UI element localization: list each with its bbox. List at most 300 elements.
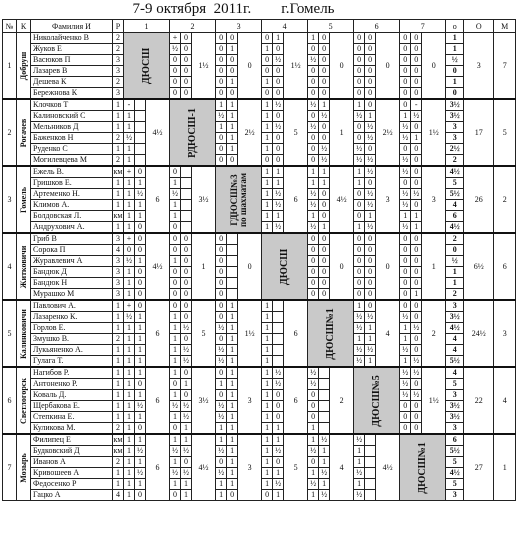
- player-rating: 1: [113, 99, 124, 111]
- game-result-b: ½: [365, 345, 376, 356]
- game-result-b: 0: [365, 233, 376, 245]
- player-rating: 3: [113, 256, 124, 267]
- crosstable: [2, 19, 516, 501]
- game-result-b: 0: [319, 245, 330, 256]
- game-result-b: [135, 122, 146, 133]
- game-result-a: 0: [400, 256, 411, 267]
- team-number: 2: [3, 99, 17, 166]
- game-result-b: 1: [135, 312, 146, 323]
- game-result-a: ½: [400, 222, 411, 234]
- team-place: 7: [494, 33, 516, 100]
- match-score: 3: [376, 166, 400, 233]
- player-rating: 2: [113, 155, 124, 167]
- game-result-b: [273, 345, 284, 356]
- player-points: 1: [446, 44, 464, 55]
- game-result-b: 0: [319, 233, 330, 245]
- game-result-a: 0: [400, 33, 411, 44]
- game-result-b: 0: [411, 278, 422, 289]
- game-result-a: 1: [262, 423, 273, 435]
- game-result-b: 0: [319, 211, 330, 222]
- game-result-b: ½: [273, 189, 284, 200]
- match-score: 1: [192, 233, 216, 300]
- player-points: 3: [446, 390, 464, 401]
- player-points: 4½: [446, 468, 464, 479]
- player-row: [3, 233, 516, 245]
- player-rating: км: [113, 167, 123, 176]
- game-result-a: ½: [124, 312, 135, 323]
- game-result-b: ½: [273, 122, 284, 133]
- team-school-label: [418, 442, 428, 493]
- player-rating: 4: [113, 245, 124, 256]
- game-result-a: 0: [400, 66, 411, 77]
- game-result-a: 0: [308, 401, 319, 412]
- game-result-a: 0: [308, 66, 319, 77]
- match-score: 2: [330, 367, 354, 434]
- game-result-b: 0: [135, 300, 146, 312]
- game-result-b: ½: [365, 312, 376, 323]
- player-name: Бандюк Н: [31, 278, 113, 289]
- game-result-b: 0: [181, 77, 192, 88]
- match-score: 5: [284, 434, 308, 501]
- game-result-b: [319, 390, 330, 401]
- game-result-a: 1: [170, 178, 181, 189]
- match-score: 4½: [192, 434, 216, 501]
- game-result-a: 0: [400, 144, 411, 155]
- game-result-a: ½: [308, 122, 319, 133]
- game-result-a: 0: [216, 289, 227, 301]
- game-result-a: ½: [216, 401, 227, 412]
- game-result-a: 1: [262, 178, 273, 189]
- team-school-label: [230, 172, 248, 226]
- player-name: Васюков П: [31, 55, 113, 66]
- game-result-b: ½: [365, 189, 376, 200]
- game-result-b: 1: [319, 99, 330, 111]
- game-result-a: 1: [262, 99, 273, 111]
- game-result-a: ½: [308, 189, 319, 200]
- game-result-b: 1: [227, 122, 238, 133]
- game-result-a: 0: [308, 233, 319, 245]
- game-result-a: 0: [262, 490, 273, 501]
- game-result-a: 1: [400, 111, 411, 122]
- team-place: 1: [494, 434, 516, 501]
- game-result-b: 1: [227, 446, 238, 457]
- game-result-b: [181, 189, 192, 200]
- game-result-b: 0: [181, 390, 192, 401]
- game-result-a: 1: [262, 133, 273, 144]
- team-city-label: Калинковичи: [18, 308, 28, 359]
- game-result-b: 0: [273, 457, 284, 468]
- player-rating: 1: [113, 300, 124, 312]
- game-result-b: ½: [411, 367, 422, 379]
- player-points: 3½: [446, 312, 464, 323]
- game-result-a: ½: [354, 323, 365, 334]
- game-result-a: ½: [400, 166, 411, 178]
- match-score: 5: [192, 300, 216, 367]
- game-result-b: 1: [135, 256, 146, 267]
- match-score: 3: [422, 166, 446, 233]
- game-result-b: 0: [411, 66, 422, 77]
- player-name: Артеменко Н.: [31, 189, 113, 200]
- game-result-b: 1: [227, 300, 238, 312]
- player-points: 3: [446, 490, 464, 501]
- game-result-a: ½: [354, 312, 365, 323]
- player-row: [3, 300, 516, 312]
- team-school-label: [188, 108, 198, 158]
- game-result-a: 1: [170, 457, 181, 468]
- team-city-label: Мозырь: [18, 452, 28, 483]
- game-result-b: 0: [273, 401, 284, 412]
- game-result-b: ½: [411, 111, 422, 122]
- game-result-a: 0: [400, 267, 411, 278]
- game-result-a: 1: [262, 144, 273, 155]
- player-points: 5½: [446, 356, 464, 368]
- game-result-b: [227, 245, 238, 256]
- player-rating: 1: [113, 144, 124, 155]
- game-result-a: 0: [400, 401, 411, 412]
- game-result-b: 1: [227, 390, 238, 401]
- player-name: Мурашко М: [31, 289, 113, 301]
- team-school-label: [326, 308, 336, 359]
- player-points: 1: [446, 33, 464, 44]
- game-result-b: 0: [181, 334, 192, 345]
- game-result-a: 0: [124, 245, 135, 256]
- game-result-b: 0: [365, 289, 376, 301]
- game-result-b: ½: [273, 200, 284, 211]
- game-result-b: 0: [411, 334, 422, 345]
- player-name: Лукьяненко А.: [31, 345, 113, 356]
- team-school-subname: по шахматам: [237, 172, 248, 227]
- player-rating: 3: [113, 233, 124, 245]
- player-name: Жуков Е: [31, 44, 113, 55]
- player-rating: 1: [113, 379, 124, 390]
- game-result-a: 0: [216, 77, 227, 88]
- game-result-b: ½: [181, 468, 192, 479]
- game-result-b: 0: [365, 99, 376, 111]
- game-result-b: -: [411, 99, 422, 111]
- game-result-a: 0: [400, 99, 411, 111]
- game-result-b: 1: [227, 133, 238, 144]
- game-result-b: [181, 222, 192, 234]
- game-result-b: 1: [227, 323, 238, 334]
- game-result-b: ½: [273, 446, 284, 457]
- game-result-b: ½: [411, 323, 422, 334]
- game-result-a: 0: [216, 367, 227, 379]
- game-result-b: 1: [135, 434, 146, 446]
- game-result-a: 1: [124, 367, 135, 379]
- game-result-b: 0: [273, 412, 284, 423]
- game-result-b: [273, 312, 284, 323]
- game-result-b: 1: [227, 312, 238, 323]
- game-result-b: 1: [319, 457, 330, 468]
- game-result-a: 1: [262, 166, 273, 178]
- player-rating: 1: [113, 323, 124, 334]
- game-result-b: 0: [181, 233, 192, 245]
- game-result-b: 1: [411, 133, 422, 144]
- game-result-b: 1: [181, 490, 192, 501]
- team-school-name: ДЮСШ: [278, 248, 290, 285]
- game-result-a: ½: [400, 155, 411, 167]
- game-result-a: 1: [170, 412, 181, 423]
- game-result-a: 0: [216, 66, 227, 77]
- game-result-b: ½: [411, 356, 422, 368]
- game-result-a: 0: [216, 267, 227, 278]
- game-result-b: 0: [319, 33, 330, 44]
- game-result-b: 1: [135, 211, 146, 222]
- game-result-b: ½: [181, 345, 192, 356]
- player-rating: 1: [113, 312, 124, 323]
- match-score: 3: [238, 367, 262, 434]
- game-result-b: ½: [135, 446, 146, 457]
- game-result-b: [319, 401, 330, 412]
- game-result-b: 1: [227, 434, 238, 446]
- game-result-b: 0: [181, 245, 192, 256]
- player-row: [3, 367, 516, 379]
- player-points: 5½: [446, 189, 464, 200]
- match-score: 2½: [238, 99, 262, 166]
- game-result-a: 1: [124, 434, 135, 446]
- game-result-a: ½: [354, 144, 365, 155]
- game-result-a: 1: [216, 99, 227, 111]
- match-score: 6: [284, 367, 308, 434]
- game-result-a: +: [124, 300, 135, 312]
- game-result-a: 1: [124, 401, 135, 412]
- game-result-b: 0: [181, 300, 192, 312]
- game-result-b: 0: [135, 233, 146, 245]
- match-score: 1: [330, 99, 354, 166]
- player-name: Куликова М.: [31, 423, 113, 435]
- game-result-a: 0: [170, 278, 181, 289]
- game-result-b: [365, 457, 376, 468]
- game-result-a: 1: [262, 345, 273, 356]
- game-result-b: ½: [181, 412, 192, 423]
- game-result-b: ½: [273, 379, 284, 390]
- player-rating: км: [113, 211, 123, 220]
- match-score: 0: [376, 233, 400, 300]
- game-result-a: 1: [124, 323, 135, 334]
- game-result-a: ½: [216, 356, 227, 368]
- game-result-b: 1: [319, 178, 330, 189]
- team-number: 6: [3, 367, 17, 434]
- game-result-b: 1: [227, 423, 238, 435]
- player-name: Антоненко Р.: [31, 379, 113, 390]
- player-rating: 1: [113, 468, 124, 479]
- game-result-a: 0: [170, 267, 181, 278]
- player-points: 1: [446, 77, 464, 88]
- player-points: 5: [446, 379, 464, 390]
- game-result-a: ½: [308, 446, 319, 457]
- game-result-a: ½: [170, 401, 181, 412]
- player-points: 0: [446, 66, 464, 77]
- game-result-b: ½: [273, 222, 284, 234]
- document-title: 7-9 октября 2011г. г.Гомель: [132, 1, 335, 17]
- player-rating: 1: [113, 189, 124, 200]
- player-name: Лазарев В: [31, 66, 113, 77]
- player-rating: 1: [113, 111, 124, 122]
- player-points: 3½: [446, 99, 464, 111]
- game-result-a: 1: [262, 300, 273, 312]
- player-rating: км: [113, 446, 123, 455]
- team-city-label: Рогачев: [18, 118, 28, 147]
- game-result-b: ½: [273, 367, 284, 379]
- game-result-b: 0: [365, 267, 376, 278]
- game-result-b: 1: [319, 446, 330, 457]
- game-result-a: ½: [354, 345, 365, 356]
- game-result-a: 0: [354, 33, 365, 44]
- game-result-a: 1: [262, 457, 273, 468]
- game-result-b: ½: [135, 189, 146, 200]
- game-result-b: 0: [135, 222, 146, 234]
- game-result-b: 1: [273, 490, 284, 501]
- game-result-a: 0: [308, 88, 319, 100]
- player-rating: 2: [113, 133, 124, 144]
- game-result-a: 1: [354, 99, 365, 111]
- player-rating: 1: [113, 122, 124, 133]
- player-points: 0: [446, 245, 464, 256]
- game-result-b: 0: [181, 44, 192, 55]
- game-result-a: 0: [308, 77, 319, 88]
- game-result-a: 0: [308, 144, 319, 155]
- team-place: 2: [494, 166, 516, 233]
- game-result-b: [273, 334, 284, 345]
- game-result-a: 0: [308, 457, 319, 468]
- game-result-a: ½: [354, 468, 365, 479]
- player-points: 4: [446, 200, 464, 211]
- match-score: 1½: [238, 300, 262, 367]
- game-result-b: 0: [365, 88, 376, 100]
- game-result-b: 1: [365, 111, 376, 122]
- game-result-a: ½: [400, 122, 411, 133]
- game-result-b: 0: [411, 245, 422, 256]
- game-result-a: 0: [262, 33, 273, 44]
- game-result-b: 0: [227, 66, 238, 77]
- game-result-a: 0: [400, 88, 411, 100]
- game-result-a: ½: [400, 345, 411, 356]
- game-result-a: 1: [124, 267, 135, 278]
- game-result-a: 1: [124, 468, 135, 479]
- player-rating: 2: [113, 44, 124, 55]
- game-result-b: 0: [227, 33, 238, 44]
- team-total: 26: [464, 166, 494, 233]
- game-result-a: 0: [262, 88, 273, 100]
- game-result-a: 1: [124, 189, 135, 200]
- game-result-a: 0: [400, 300, 411, 312]
- game-result-a: 1: [262, 111, 273, 122]
- game-result-a: ½: [400, 312, 411, 323]
- game-result-a: 1: [170, 434, 181, 446]
- game-result-b: 0: [135, 278, 146, 289]
- game-result-b: ½: [365, 122, 376, 133]
- player-name: Андрухович А.: [31, 222, 113, 234]
- player-name: Гацко А: [31, 490, 113, 501]
- game-result-b: 0: [227, 88, 238, 100]
- game-result-a: 1: [216, 379, 227, 390]
- game-result-a: 1: [308, 211, 319, 222]
- game-result-a: 1: [308, 468, 319, 479]
- game-result-a: 0: [400, 44, 411, 55]
- game-result-a: 1: [216, 122, 227, 133]
- player-points: 3½: [446, 401, 464, 412]
- game-result-a: 0: [400, 289, 411, 301]
- game-result-b: [273, 356, 284, 368]
- team-school-name: ДЮСШ: [140, 47, 152, 84]
- game-result-a: ½: [216, 323, 227, 334]
- game-result-b: ½: [319, 111, 330, 122]
- game-result-a: 0: [400, 245, 411, 256]
- player-rating: 1: [113, 200, 124, 211]
- game-result-a: ½: [170, 44, 181, 55]
- team-city: [17, 166, 31, 233]
- team-total: 3: [464, 33, 494, 100]
- match-score: 6: [146, 300, 170, 367]
- game-result-a: 1: [170, 256, 181, 267]
- game-result-a: 0: [170, 245, 181, 256]
- game-result-a: 0: [354, 211, 365, 222]
- player-row: [3, 99, 516, 111]
- player-name: Коваль Д.: [31, 390, 113, 401]
- game-result-b: 0: [411, 233, 422, 245]
- player-name: Бандюк Д: [31, 267, 113, 278]
- header-num: №: [3, 20, 17, 33]
- game-result-b: ½: [319, 155, 330, 167]
- game-result-a: 0: [170, 55, 181, 66]
- game-result-a: ½: [354, 434, 365, 446]
- game-result-b: 0: [411, 379, 422, 390]
- game-result-b: 0: [411, 200, 422, 211]
- game-result-a: ½: [308, 99, 319, 111]
- game-result-a: 0: [216, 44, 227, 55]
- player-name: Николайченко В: [31, 33, 113, 44]
- game-result-b: 0: [319, 133, 330, 144]
- game-result-b: [181, 166, 192, 178]
- team-school-cell: [170, 99, 216, 166]
- game-result-b: 1: [227, 457, 238, 468]
- game-result-b: [135, 111, 146, 122]
- game-result-a: 1: [170, 345, 181, 356]
- game-result-b: 0: [411, 401, 422, 412]
- match-score: 0: [238, 33, 262, 100]
- game-result-b: 1: [227, 44, 238, 55]
- game-result-b: 0: [227, 490, 238, 501]
- header-col-1: 1: [124, 20, 170, 33]
- game-result-b: 0: [319, 267, 330, 278]
- player-points: 4: [446, 345, 464, 356]
- game-result-a: 0: [400, 412, 411, 423]
- player-name: Бережнова К: [31, 88, 113, 100]
- game-result-b: 0: [411, 155, 422, 167]
- player-rating: 3: [113, 55, 124, 66]
- header-col-3: 3: [216, 20, 262, 33]
- game-result-a: 1: [262, 222, 273, 234]
- player-points: 4½: [446, 222, 464, 234]
- game-result-a: 1: [354, 222, 365, 234]
- game-result-b: 0: [273, 44, 284, 55]
- game-result-a: 1: [124, 155, 135, 167]
- game-result-b: 1: [181, 434, 192, 446]
- game-result-a: 0: [354, 200, 365, 211]
- game-result-b: 1: [181, 379, 192, 390]
- player-points: 1: [446, 278, 464, 289]
- team-city: [17, 300, 31, 367]
- player-rating: 1: [113, 356, 124, 368]
- game-result-a: 1: [216, 479, 227, 490]
- player-name: Степкина Е.: [31, 412, 113, 423]
- team-place: 3: [494, 300, 516, 367]
- game-result-a: 1: [170, 479, 181, 490]
- game-result-b: 0: [135, 267, 146, 278]
- game-result-a: 1: [124, 111, 135, 122]
- player-name: Нагибов Р.: [31, 367, 113, 379]
- player-points: 2½: [446, 144, 464, 155]
